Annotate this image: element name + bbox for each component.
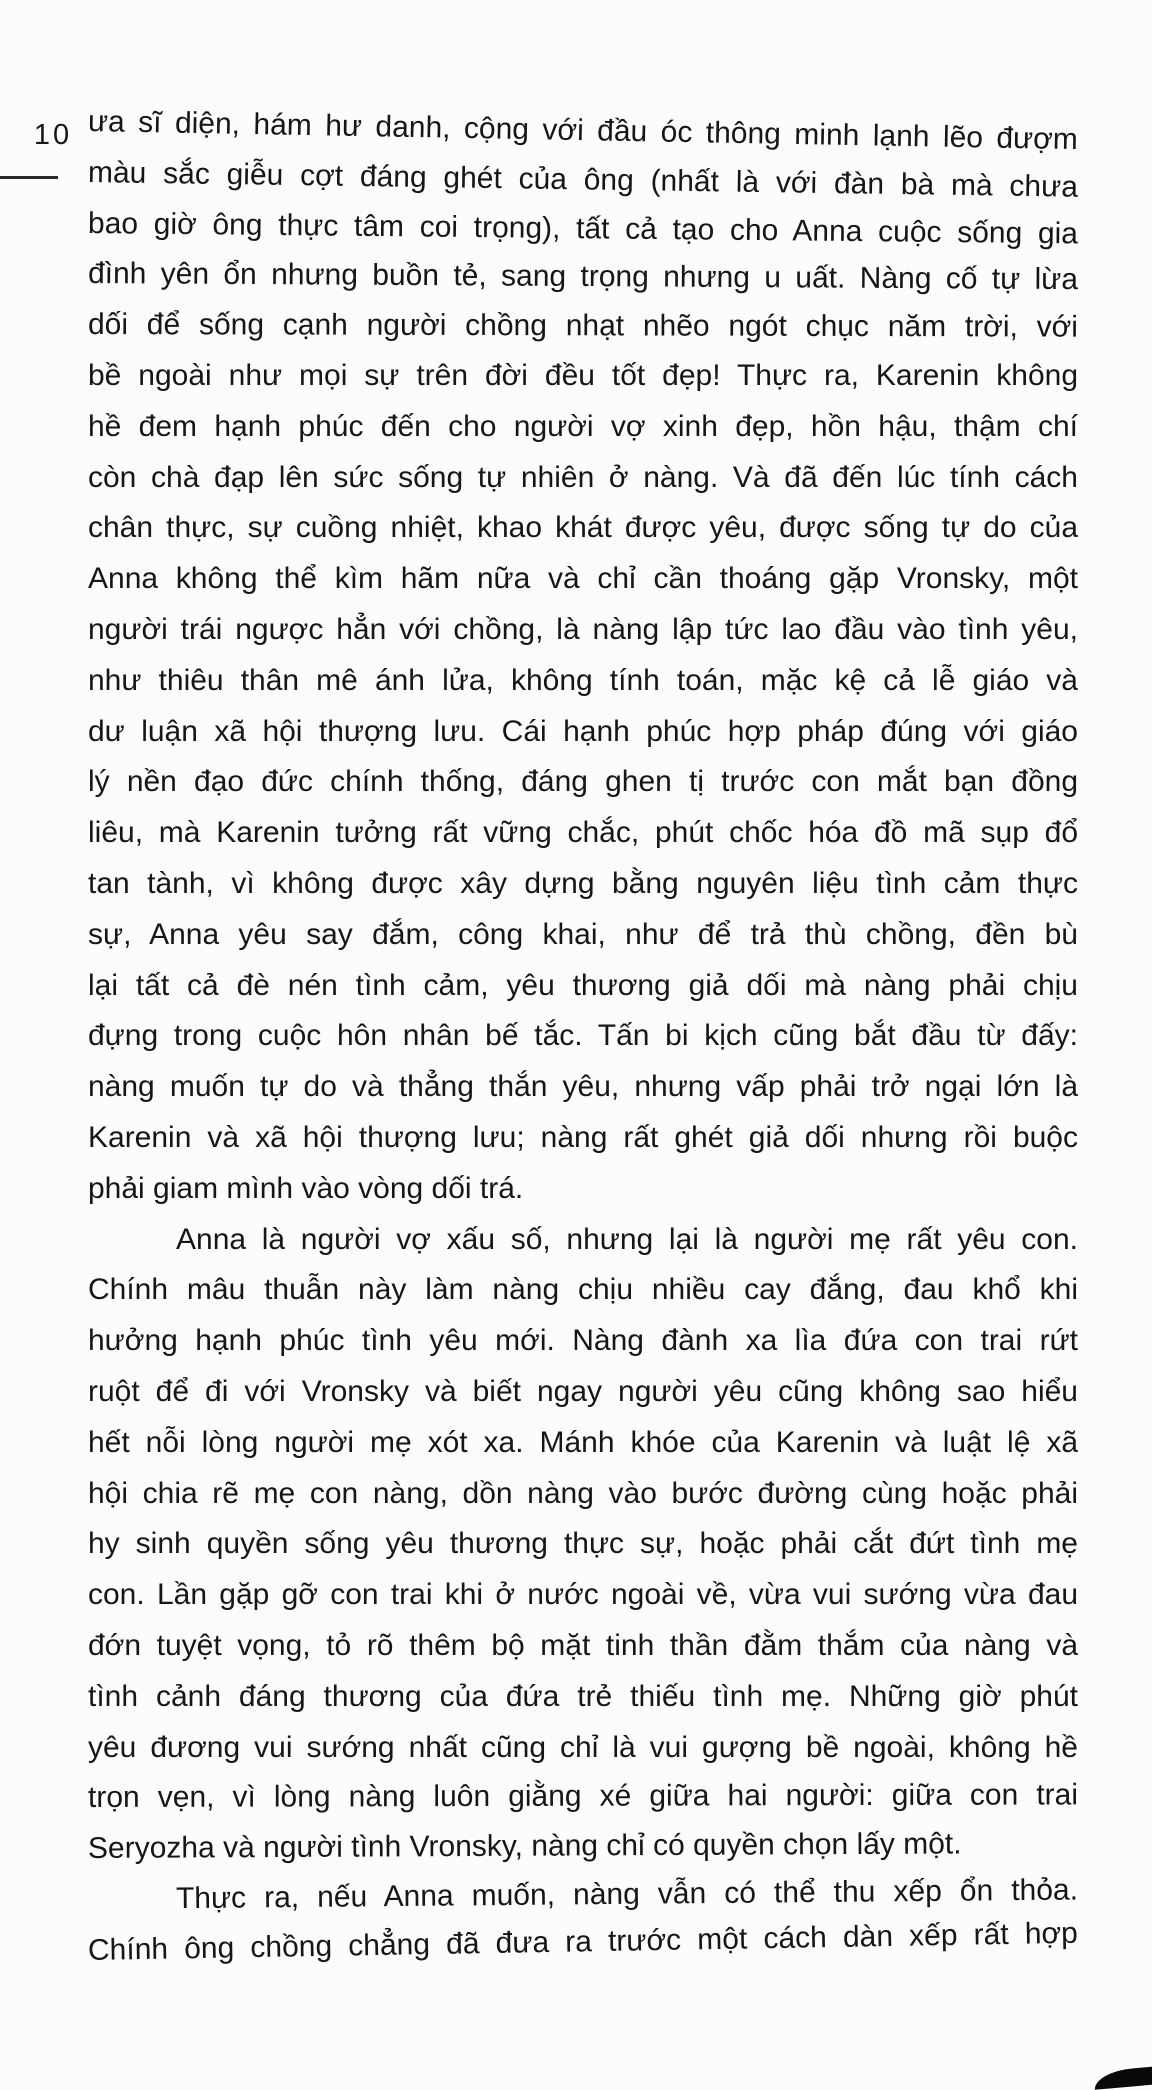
text-line: hết nỗi lòng người mẹ xót xa. Mánh khóe của Karenin và luật lệ xã <box>88 1425 1078 1459</box>
text-line: người trái ngược hẳn với chồng, là nàng lập tức lao đầu vào tình yêu, <box>88 612 1078 646</box>
text-line: lý nền đạo đức chính thống, đáng ghen tị trước con mắt bạn đồng <box>88 765 1078 799</box>
text-line: Karenin và xã hội thượng lưu; nàng rất ghét giả dối nhưng rồi buộc <box>88 1120 1078 1154</box>
text-line: hề đem hạnh phúc đến cho người vợ xinh đẹp, hồn hậu, thậm chí <box>88 409 1078 443</box>
text-line: dư luận xã hội thượng lưu. Cái hạnh phúc hợp pháp đúng với giáo <box>88 714 1078 748</box>
text-line: hội chia rẽ mẹ con nàng, dồn nàng vào bước đường cùng hoặc phải <box>88 1476 1078 1510</box>
text-line: con. Lần gặp gỡ con trai khi ở nước ngoài về, vừa vui sướng vừa đau <box>88 1578 1078 1612</box>
text-line: yêu đương vui sướng nhất cũng chỉ là vui gượng bề ngoài, không hề <box>88 1730 1078 1764</box>
text-line: ruột để đi với Vronsky và biết ngay người yêu cũng không sao hiểu <box>88 1374 1078 1408</box>
text-line: tan tành, vì không được xây dựng bằng nguyên liệu tình cảm thực <box>88 866 1078 900</box>
text-block <box>88 97 1078 1976</box>
text-line: Anna là người vợ xấu số, nhưng lại là người mẹ rất yêu con. <box>176 1222 1078 1256</box>
text-line: sự, Anna yêu say đắm, công khai, như để trả thù chồng, đền bù <box>88 917 1078 951</box>
text-line: liêu, mà Karenin tưởng rất vững chắc, phút chốc hóa đồ mã sụp đổ <box>88 816 1078 850</box>
text-line: ưa sĩ diện, hám hư danh, cộng với đầu óc thông minh lạnh lẽo đượm <box>87 105 1079 157</box>
text-line: hưởng hạnh phúc tình yêu mới. Nàng đành xa lìa đứa con trai rứt <box>88 1324 1078 1358</box>
page-number: 10 <box>33 119 73 151</box>
page-curl-artifact <box>1093 2066 1152 2090</box>
text-line: dối để sống cạnh người chồng nhạt nhẽo ngót chục năm trời, với <box>87 308 1079 344</box>
text-line: chân thực, sự cuồng nhiệt, khao khát được yêu, được sống tự do của <box>88 511 1078 545</box>
text-line: phải giam mình vào vòng dối trá. <box>88 1171 524 1205</box>
text-line: Chính mâu thuẫn này làm nàng chịu nhiều cay đắng, đau khổ khi <box>88 1273 1078 1307</box>
text-line: màu sắc giễu cợt đáng ghét của ông (nhất là với đàn bà mà chưa <box>87 155 1079 204</box>
text-line: bề ngoài như mọi sự trên đời đều tốt đẹp! Thực ra, Karenin không <box>88 358 1078 392</box>
text-line: Anna không thể kìm hãm nữa và chỉ cần thoáng gặp Vronsky, một <box>88 562 1078 596</box>
text-line: Thực ra, nếu Anna muốn, nàng vẫn có thể thu xếp ổn thỏa. <box>175 1873 1079 1916</box>
text-line: như thiêu thân mê ánh lửa, không tính toán, mặc kệ cả lễ giáo và <box>88 663 1078 697</box>
text-line: lại tất cả đè nén tình cảm, yêu thương giả dối mà nàng phải chịu <box>88 968 1078 1002</box>
text-line: đựng trong cuộc hôn nhân bế tắc. Tấn bi kịch cũng bắt đầu từ đấy: <box>88 1019 1078 1053</box>
text-line: Chính ông chồng chẳng đã đưa ra trước một cách dàn xếp rất hợp <box>87 1916 1079 1967</box>
text-line: nàng muốn tự do và thẳng thắn yêu, nhưng vấp phải trở ngại lớn là <box>88 1070 1078 1104</box>
text-line: đớn tuyệt vọng, tỏ rõ thêm bộ mặt tinh thần đằm thắm của nàng và <box>88 1628 1078 1662</box>
text-line: hy sinh quyền sống yêu thương thực sự, hoặc phải cắt đứt tình mẹ <box>88 1527 1078 1561</box>
text-line: còn chà đạp lên sức sống tự nhiên ở nàng. Và đã đến lúc tính cách <box>88 460 1078 494</box>
page-number-rule <box>0 176 58 179</box>
text-line: trọn vẹn, vì lòng nàng luôn giằng xé giữa hai người: giữa con trai <box>87 1778 1079 1815</box>
text-line: đình yên ổn nhưng buồn tẻ, sang trọng nhưng u uất. Nàng cố tự lừa <box>87 257 1079 297</box>
text-line: Seryozha và người tình Vronsky, nàng chỉ có quyền chọn lấy một. <box>87 1827 962 1866</box>
text-line: bao giờ ông thực tâm coi trọng), tất cả tạo cho Anna cuộc sống gia <box>87 206 1079 250</box>
text-line: tình cảnh đáng thương của đứa trẻ thiếu tình mẹ. Những giờ phút <box>88 1679 1078 1713</box>
